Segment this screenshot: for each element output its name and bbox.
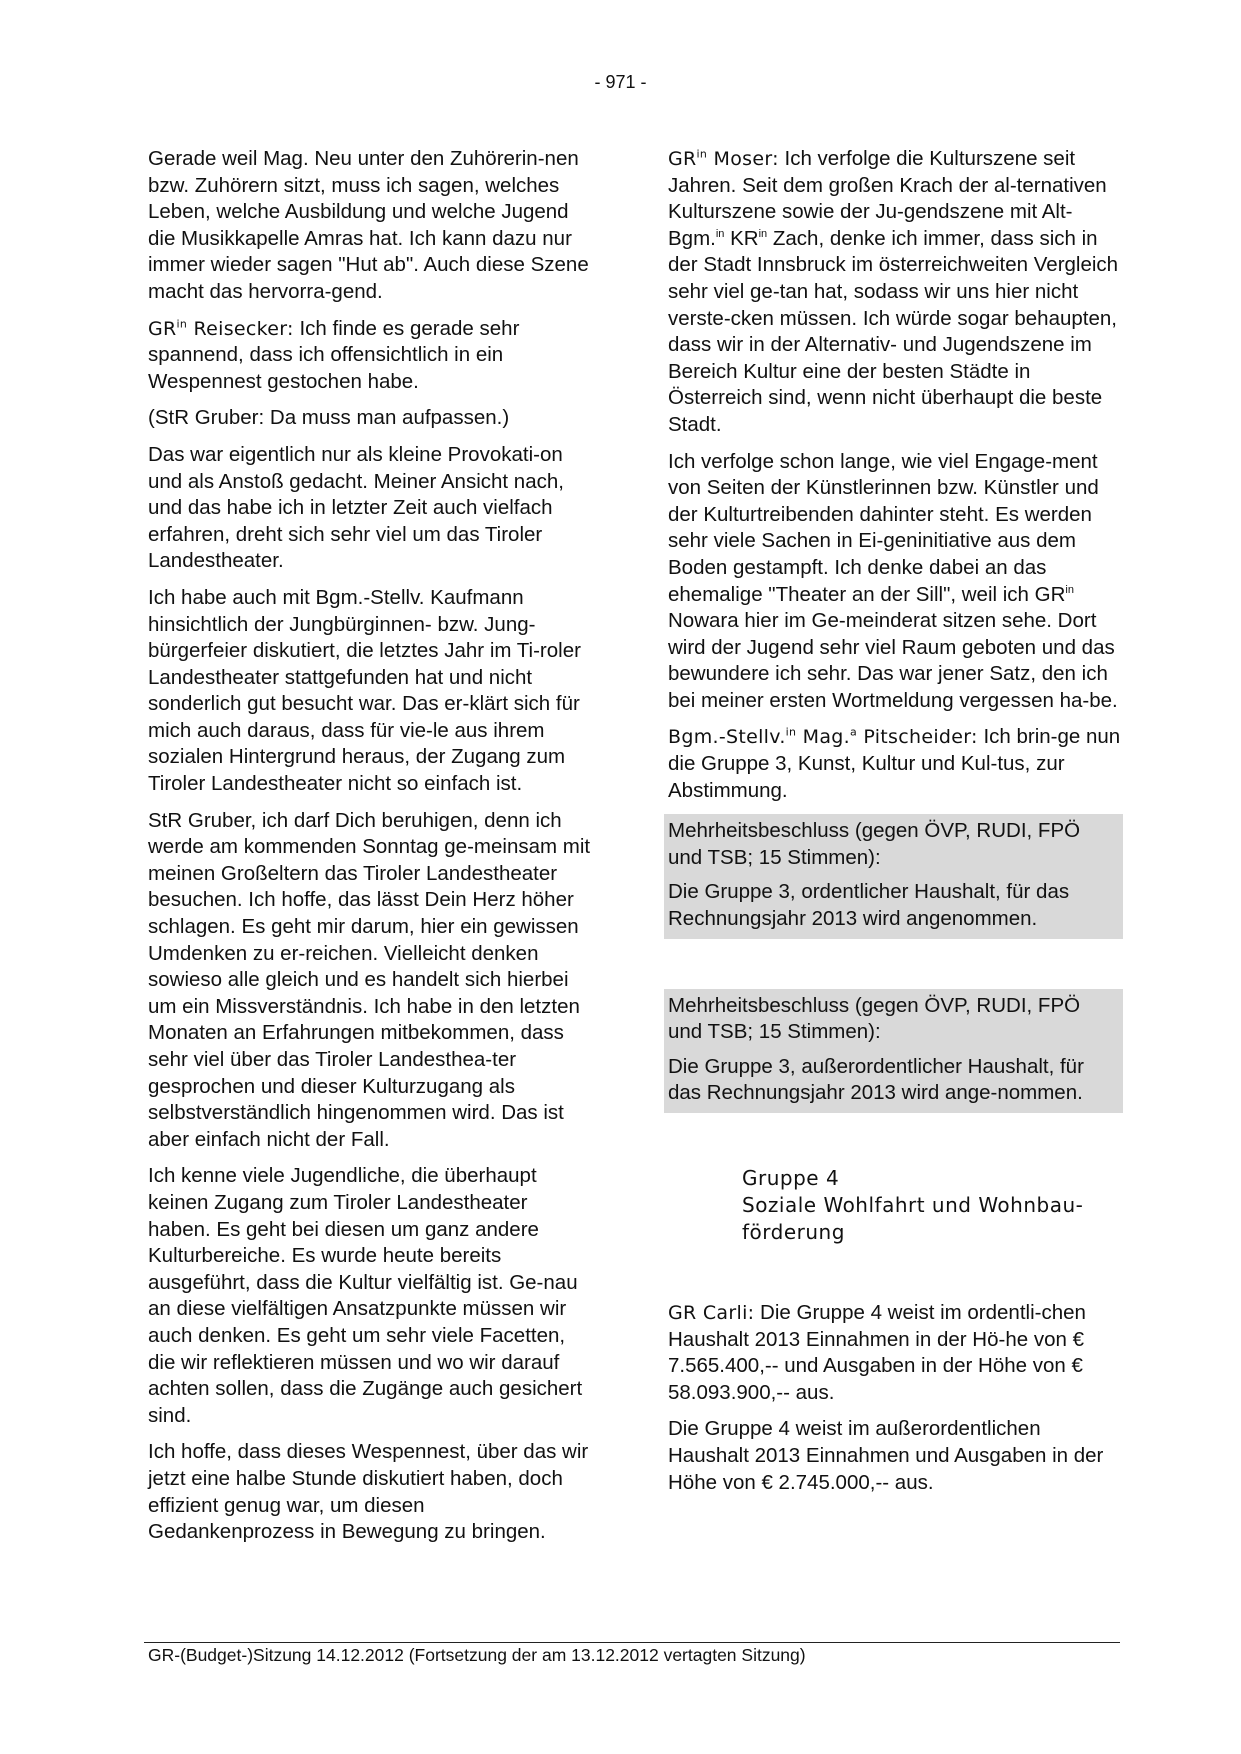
speech-carli: GR Carli: Die Gruppe 4 weist im ordentli-chen Haushalt 2013 Einnahmen in der Hö-he von € 7.565.400,-- und Ausgaben in der Höhe von € 58.093.900,-- aus. [668,1301,1086,1404]
speech-text: Ich finde es gerade sehr spannend, dass ich offensichtlich in ein Wespennest gestochen habe. [148,316,520,393]
speaker-name: Bgm.-Stellv.$^{in}$ Mag.$^a$ Pitscheider: [668,726,978,749]
resolution-box [664,814,1123,938]
resolution-head: Mehrheitsbeschluss (gegen ÖVP, RUDI, FPÖ und TSB; 15 Stimmen): [668,993,1081,1044]
speech-moser: $GR^{in}$ Moser: Ich verfolge die Kulturszene seit Jahren. Seit dem großen Krach der al-ternativen Kulturszene sowie der Ju-gendszene mit Alt-Bgm.$^{in}$ $KR^{in}$ Zach, denke ich immer, dass sich in der Stadt Innsbruck im österreichweiten Vergleich sehr viel ge-tan hat, sodass wir uns hier nicht verste-cken müssen. Ich würde sogar behaupten, dass wir in der Alternativ- und Jugendszene im Bereich Kultur eine der besten Städte in Österreich sind, wenn nicht überhaupt die beste Stadt. [668,147,1119,436]
page-number: - 971 - [594,72,647,92]
paragraph: Ich hoffe, dass dieses Wespennest, über das wir jetzt eine halbe Stunde diskutiert haben, doch effizient genug war, um diesen Gedankenprozess in Bewegung zu bringen. [148,1440,589,1544]
speaker-name: GR Carli: [668,1302,755,1324]
interjection: (StR Gruber: Da muss man aufpassen.) [148,406,510,430]
resolution-body: Die Gruppe 3, außerordentlicher Haushalt, für das Rechnungsjahr 2013 wird ange-nommen. [668,1054,1084,1105]
group-heading-title: Soziale Wohlfahrt und Wohnbau-förderung [742,1193,1084,1244]
footer-divider [144,1642,1120,1643]
group-heading [742,1165,1123,1246]
resolution-box [664,989,1123,1113]
paragraph: Ich kenne viele Jugendliche, die überhaupt keinen Zugang zum Tiroler Landestheater haben. Es geht bei diesen um ganz andere Kulturbereiche. Es wurde heute bereits ausgeführt, dass die Kultur vielfältig ist. Ge-nau an diese vielfältigen Ansatzpunkte müssen wir auch denken. Es geht um sehr viele Facetten, die wir reflektieren müssen und wo wir darauf achten sollen, dass die Zugänge auch gesichert sind. [148,1164,583,1427]
speaker-name: $GR^{in}$ Reisecker: [148,317,294,340]
paragraph: Die Gruppe 4 weist im außerordentlichen Haushalt 2013 Einnahmen und Ausgaben in der Höhe von € 2.745.000,-- aus. [668,1417,1104,1494]
resolution-body: Die Gruppe 3, ordentlicher Haushalt, für das Rechnungsjahr 2013 wird angenommen. [668,880,1070,931]
resolution-head: Mehrheitsbeschluss (gegen ÖVP, RUDI, FPÖ und TSB; 15 Stimmen): [668,819,1081,869]
group-heading-line: Gruppe 4 [742,1166,840,1190]
left-column [148,146,593,1556]
speech-pitscheider: Bgm.-Stellv.$^{in}$ Mag.$^a$ Pitscheider: Ich brin-ge nun die Gruppe 3, Kunst, Kultur und Kul-tus, zur Abstimmung. [668,725,1121,802]
paragraph: Ich verfolge schon lange, wie viel Engage-ment von Seiten der Künstlerinnen bzw. Künstler und der Kulturtreibenden dahinter steht. Es werden sehr viele Sachen in Ei-geninitiative aus dem Boden gestampft. Ich denke dabei an das ehemalige "Theater an der Sill", weil ich $GR^{in}$ Nowara hier im Ge-meinderat sitzen sehe. Dort wird der Jugend sehr viel Raum geboten und das bewundere ich sehr. Das war jener Satz, den ich bei meiner ersten Wortmeldung vergessen ha-be. [668,449,1118,712]
speech-reisecker [148,316,593,396]
paragraph: StR Gruber, ich darf Dich beruhigen, denn ich werde am kommenden Sonntag ge-meinsam mit meinen Großeltern das Tiroler Landestheater besuchen. Ich hoffe, das lässt Dein Herz höher schlagen. Es geht mir darum, hier ein gewissen Umdenken zu er-reichen. Vielleicht denken sowieso alle gleich und es handelt sich hierbei um ein Missverständnis. Ich habe in den letzten Monaten an Erfahrungen mitbekommen, dass sehr viel über das Tiroler Landesthea-ter gesprochen und dieser Kulturzugang als selbstverständlich hingenommen wird. Das ist aber einfach nicht der Fall. [148,808,591,1151]
speaker-name: $GR^{in}$ Moser: [668,147,779,170]
footer-text: GR-(Budget-)Sitzung 14.12.2012 (Fortsetzung der am 13.12.2012 vertagten Sitzung) [148,1645,806,1665]
paragraph: Das war eigentlich nur als kleine Provokati-on und als Anstoß gedacht. Meiner Ansicht nach, und das habe ich in letzter Zeit auch vielfach erfahren, dreht sich sehr viel um das Tiroler Landestheater. [148,442,564,573]
paragraph: Ich habe auch mit Bgm.-Stellv. Kaufmann hinsichtlich der Jungbürginnen- bzw. Jung-bürgerfeier diskutiert, die letztes Jahr im Ti-roler Landestheater stattgefunden hat und nicht sonderlich gut besucht war. Das er-klärt sich für mich auch daraus, dass für vie-le aus ihrem sozialen Hintergrund heraus, der Zugang zum Tiroler Landestheater nicht so einfach ist. [148,585,581,796]
right-column [668,146,1123,1506]
paragraph: Gerade weil Mag. Neu unter den Zuhörerin-nen bzw. Zuhörern sitzt, muss ich sagen, welches Leben, welche Ausbildung und welche Jugend die Musikkapelle Amras hat. Ich kann dazu nur immer wieder sagen "Hut ab". Auch diese Szene macht das hervorra-gend. [148,147,589,303]
